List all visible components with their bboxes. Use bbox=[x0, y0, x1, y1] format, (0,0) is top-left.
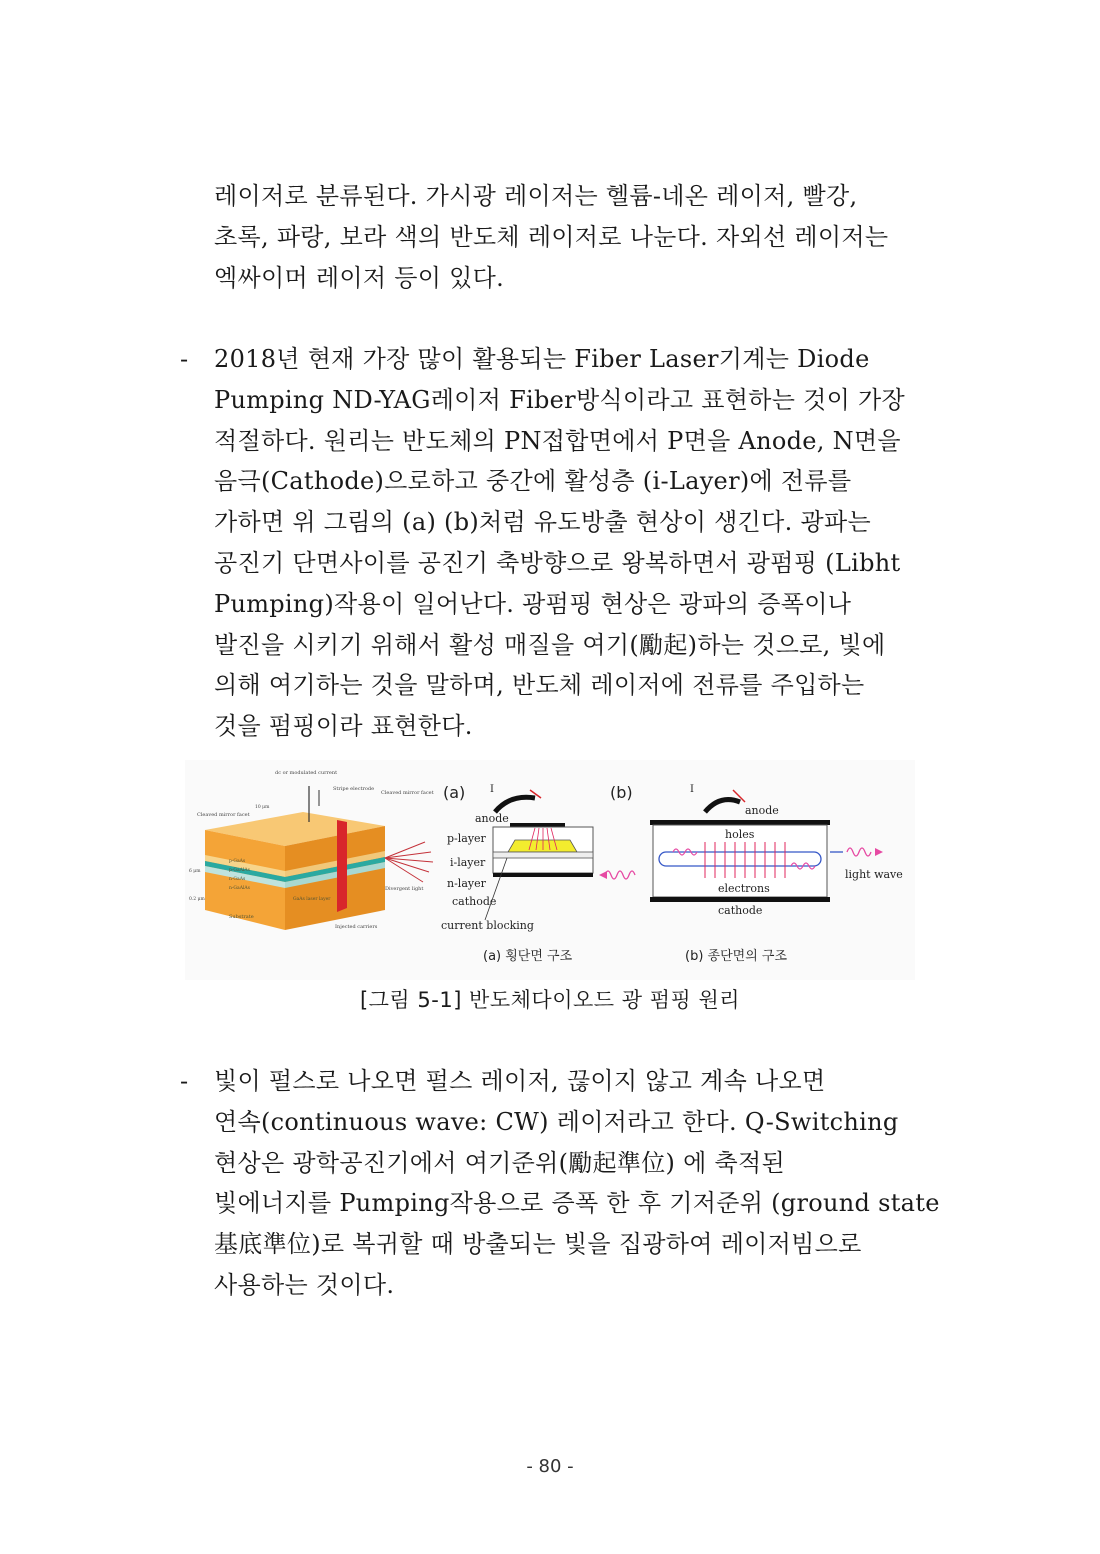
text-line: 연속(continuous wave: CW) 레이저라고 한다. Q-Switching bbox=[214, 1107, 899, 1136]
b-current-label: I bbox=[690, 784, 694, 795]
stripe-electrode bbox=[337, 820, 347, 912]
label-laser-layer: GaAs laser layer bbox=[293, 897, 331, 902]
figure-laser-diode-pumping bbox=[185, 760, 915, 980]
tag-a: (a) bbox=[443, 783, 466, 802]
label-ngaas: n-GaAs bbox=[229, 877, 246, 882]
text-line: 적절하다. 원리는 반도체의 PN접합면에서 P면을 Anode, N면을 bbox=[214, 426, 901, 455]
diagram-a-cross-section bbox=[441, 783, 593, 964]
text-line: Pumping ND-YAG레이저 Fiber방식이라고 표현하는 것이 가장 bbox=[214, 385, 906, 414]
a-ilayer-label: i-layer bbox=[450, 856, 486, 869]
b-anode-plate bbox=[650, 820, 830, 825]
label-divergent: Divergent light bbox=[385, 886, 424, 892]
a-active-layer bbox=[493, 852, 593, 858]
label-pgaas: p-GaAs bbox=[229, 859, 246, 864]
tag-b: (b) bbox=[610, 783, 633, 802]
text-line: 엑싸이머 레이저 등이 있다. bbox=[214, 263, 505, 292]
a-anode-plate bbox=[510, 823, 565, 827]
label-ngaalas: n-GaAlAs bbox=[229, 886, 250, 891]
a-subtitle: (a) 횡단면 구조 bbox=[483, 949, 573, 964]
text-line: 공진기 단면사이를 공진기 축방향으로 왕복하면서 광펌핑 (Libht bbox=[214, 548, 901, 577]
text-line: 사용하는 것이다. bbox=[214, 1270, 395, 1299]
text-line: 빛에너지를 Pumping작용으로 증폭 한 후 기저준위 (ground state bbox=[214, 1189, 940, 1218]
a-current-label: I bbox=[490, 784, 494, 795]
text-line: 레이저로 분류된다. 가시광 레이저는 헬륨-네온 레이저, 빨강, bbox=[214, 182, 858, 210]
a-wire bbox=[495, 797, 535, 812]
page-number: - 80 - bbox=[526, 1456, 574, 1477]
a-blocking-label: current blocking bbox=[441, 919, 534, 932]
bullet-dash: - bbox=[180, 345, 189, 373]
bullet-dash: - bbox=[180, 1067, 189, 1095]
wave-left bbox=[599, 871, 635, 879]
label-current: dc or modulated current bbox=[275, 770, 338, 776]
diagram-b-longitudinal-section bbox=[610, 783, 903, 964]
a-player-label: p-layer bbox=[447, 832, 486, 845]
b-lightwave-label: light wave bbox=[845, 868, 903, 881]
text-line: 음극(Cathode)으로하고 중간에 활성층 (i-Layer)에 전류를 bbox=[214, 467, 852, 496]
text-line: 基底準位)로 복귀할 때 방출되는 빛을 집광하여 레이저빔으로 bbox=[214, 1230, 862, 1259]
text-line: 현상은 광학공진기에서 여기준위(勵起準位) 에 축적된 bbox=[214, 1148, 785, 1177]
text-line: 초록, 파랑, 보라 색의 반도체 레이저로 나눈다. 자외선 레이저는 bbox=[214, 222, 889, 251]
text-line: Pumping)작용이 일어난다. 광펌핑 현상은 광파의 증폭이나 bbox=[214, 589, 852, 618]
a-anode-label: anode bbox=[475, 812, 509, 825]
b-wave-arrowhead bbox=[875, 848, 883, 856]
label-substrate: Substrate bbox=[229, 914, 254, 920]
a-cathode-plate bbox=[493, 873, 593, 877]
label-stripe: Stripe electrode bbox=[333, 786, 375, 792]
paragraph-laser-classification bbox=[214, 176, 954, 298]
b-holes-label: holes bbox=[725, 828, 755, 841]
b-cathode-label: cathode bbox=[718, 904, 763, 917]
b-cathode-plate bbox=[650, 897, 830, 902]
label-injected: Injected carriers bbox=[335, 924, 378, 930]
paragraph-pulse-cw-laser bbox=[214, 1061, 954, 1306]
paragraph-fiber-laser bbox=[214, 339, 954, 747]
a-yellow-layer bbox=[508, 840, 577, 852]
b-anode-label: anode bbox=[745, 804, 779, 817]
b-wire bbox=[705, 800, 740, 812]
b-electrons-label: electrons bbox=[718, 882, 770, 895]
text-line: 2018년 현재 가장 많이 활용되는 Fiber Laser기계는 Diode bbox=[214, 345, 870, 373]
label-dim-6um: 6 μm bbox=[189, 869, 201, 874]
label-facet-left: Cleaved mirror facet bbox=[197, 812, 250, 818]
divergent-light-rays bbox=[385, 842, 433, 882]
text-line: 가하면 위 그림의 (a) (b)처럼 유도방출 현상이 생긴다. 광파는 bbox=[214, 508, 871, 537]
text-line: 빛이 펄스로 나오면 펄스 레이저, 끊이지 않고 계속 나오면 bbox=[214, 1067, 826, 1095]
a-nlayer-label: n-layer bbox=[447, 877, 486, 890]
figure-caption: [그림 5-1] 반도체다이오드 광 펌핑 원리 bbox=[359, 988, 741, 1012]
text-line: 의해 여기하는 것을 말하며, 반도체 레이저에 전류를 주입하는 bbox=[214, 671, 865, 700]
figure-illustration bbox=[185, 760, 915, 980]
text-line: 것을 펌핑이라 표현한다. bbox=[214, 712, 473, 741]
label-facet-top: Cleaved mirror facet bbox=[381, 790, 434, 796]
laser-diode-chip bbox=[189, 770, 434, 930]
label-dim-10um: 10 μm bbox=[255, 805, 270, 810]
label-dim-02um: 0.2 μm bbox=[189, 897, 205, 902]
label-pgaalas: p-GaAlAs bbox=[229, 868, 250, 873]
b-subtitle: (b) 종단면의 구조 bbox=[685, 949, 788, 964]
a-cathode-label: cathode bbox=[452, 895, 497, 908]
text-line: 발진을 시키기 위해서 활성 매질을 여기(勵起)하는 것으로, 빛에 bbox=[214, 630, 886, 659]
b-wave-right bbox=[847, 848, 871, 856]
